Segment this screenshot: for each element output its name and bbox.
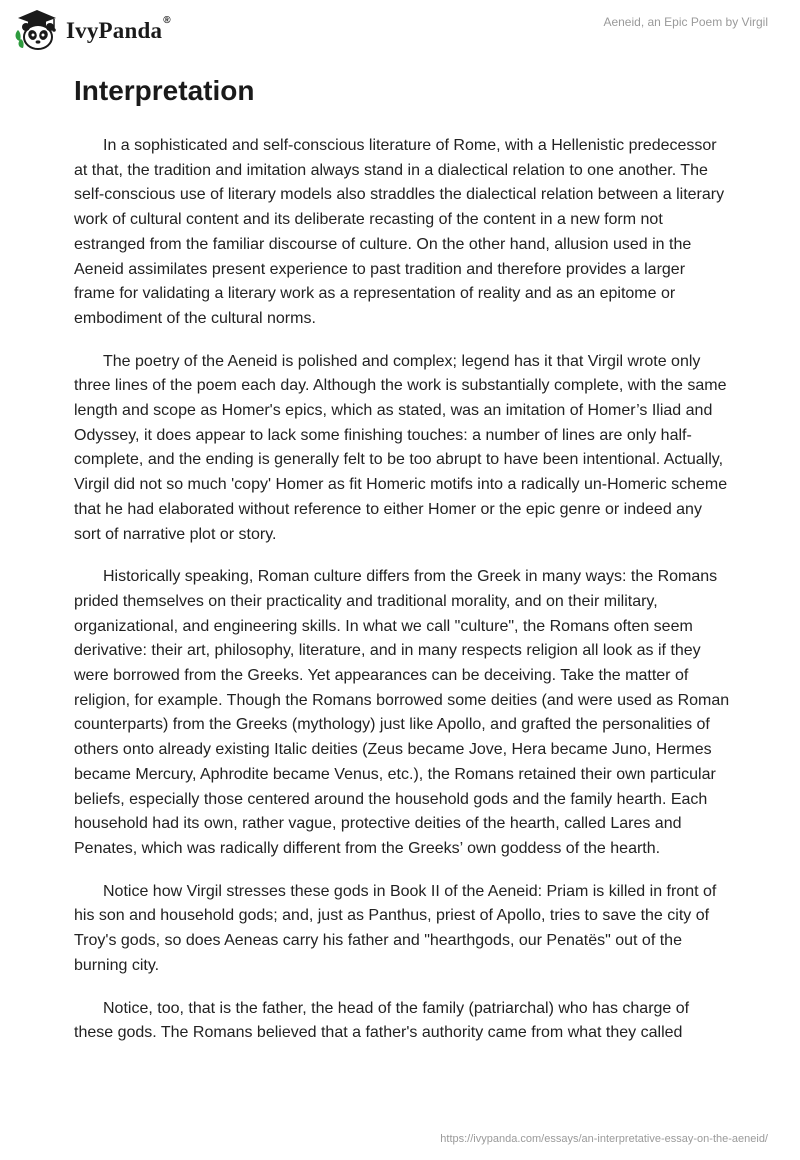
paragraph: In a sophisticated and self-conscious literature of Rome, with a Hellenistic predecessor at that, the tradition and imitation always stand in a dialectical relation to one another. The self-conscious use of literary models also straddles the dialectical relation between a literary work of cultural content and its deliberate recasting of the content in a new form not estranged from the familiar discourse of culture. On the other hand, allusion used in the Aeneid assimilates present experience to past tradition and therefore provides a larger frame for validating a literary work as a representation of reality and as an epitome or embodiment of the cultural norms. [74,137,725,327]
paragraph: Notice how Virgil stresses these gods in Book II of the Aeneid: Priam is killed in front of his son and household gods; and, just as Panthus, priest of Apollo, tries to save the city of Troy's gods, so does Aeneas carry his father and "hearthgods, our Penatës" out of the burning city. [74,882,717,974]
logo-text: IvyPanda [66,18,163,43]
source-url-link[interactable]: https://ivypanda.com/essays/an-interpretative-essay-on-the-aeneid/ [440,1133,768,1145]
logo-wordmark [66,15,171,44]
paragraph: The poetry of the Aeneid is polished and complex; legend has it that Virgil wrote only three lines of the poem each day. Although the work is substantially complete, with the same length and scope as Homer's epics, which as stated, was an imitation of Homer’s Iliad and Odyssey, it does appear to lack some finishing touches: a number of lines are only half-complete, and the ending is generally felt to be too abrupt to have been intentional. Actually, Virgil did not so much 'copy' Homer as fit Homeric motifs into a radically un-Homeric scheme that he had elaborated without reference to either Homer or the epic genre or indeed any sort of narrative plot or story. [74,352,728,543]
essay-body [74,134,730,1064]
ivypanda-logo[interactable] [14,8,171,52]
document-title: Aeneid, an Epic Poem by Virgil [603,15,768,29]
paragraph: Notice, too, that is the father, the head of the family (patriarchal) who has charge of these gods. The Romans believed that a father's authority came from what they called [74,999,690,1042]
panda-graduate-icon [14,8,60,52]
section-heading: Interpretation [74,75,255,106]
page-header [0,0,800,60]
paragraph: Historically speaking, Roman culture differs from the Greek in many ways: the Romans prided themselves on their practicality and traditional morality, and on their military, organizational, and engineering skills. In what we call "culture", the Romans often seem derivative: their art, philosophy, literature, and in many respects religion all look as if they were borrowed from the Greeks. Yet appearances can be deceiving. Take the matter of religion, for example. Though the Romans borrowed some deities (and were used as Roman counterparts) from the Greeks (mythology) just like Apollo, and grafted the personalities of others onto already existing Italic deities (Zeus became Jove, Hera became Juno, Hermes became Mercury, Aphrodite became Venus, etc.), the Romans retained their own particular beliefs, especially those centered around the household gods and the family hearth. Each household had its own, rather vague, protective deities of the hearth, called Lares and Penates, which was radically different from the Greeks’ own goddess of the hearth. [74,568,730,857]
registered-mark: ® [163,15,171,26]
